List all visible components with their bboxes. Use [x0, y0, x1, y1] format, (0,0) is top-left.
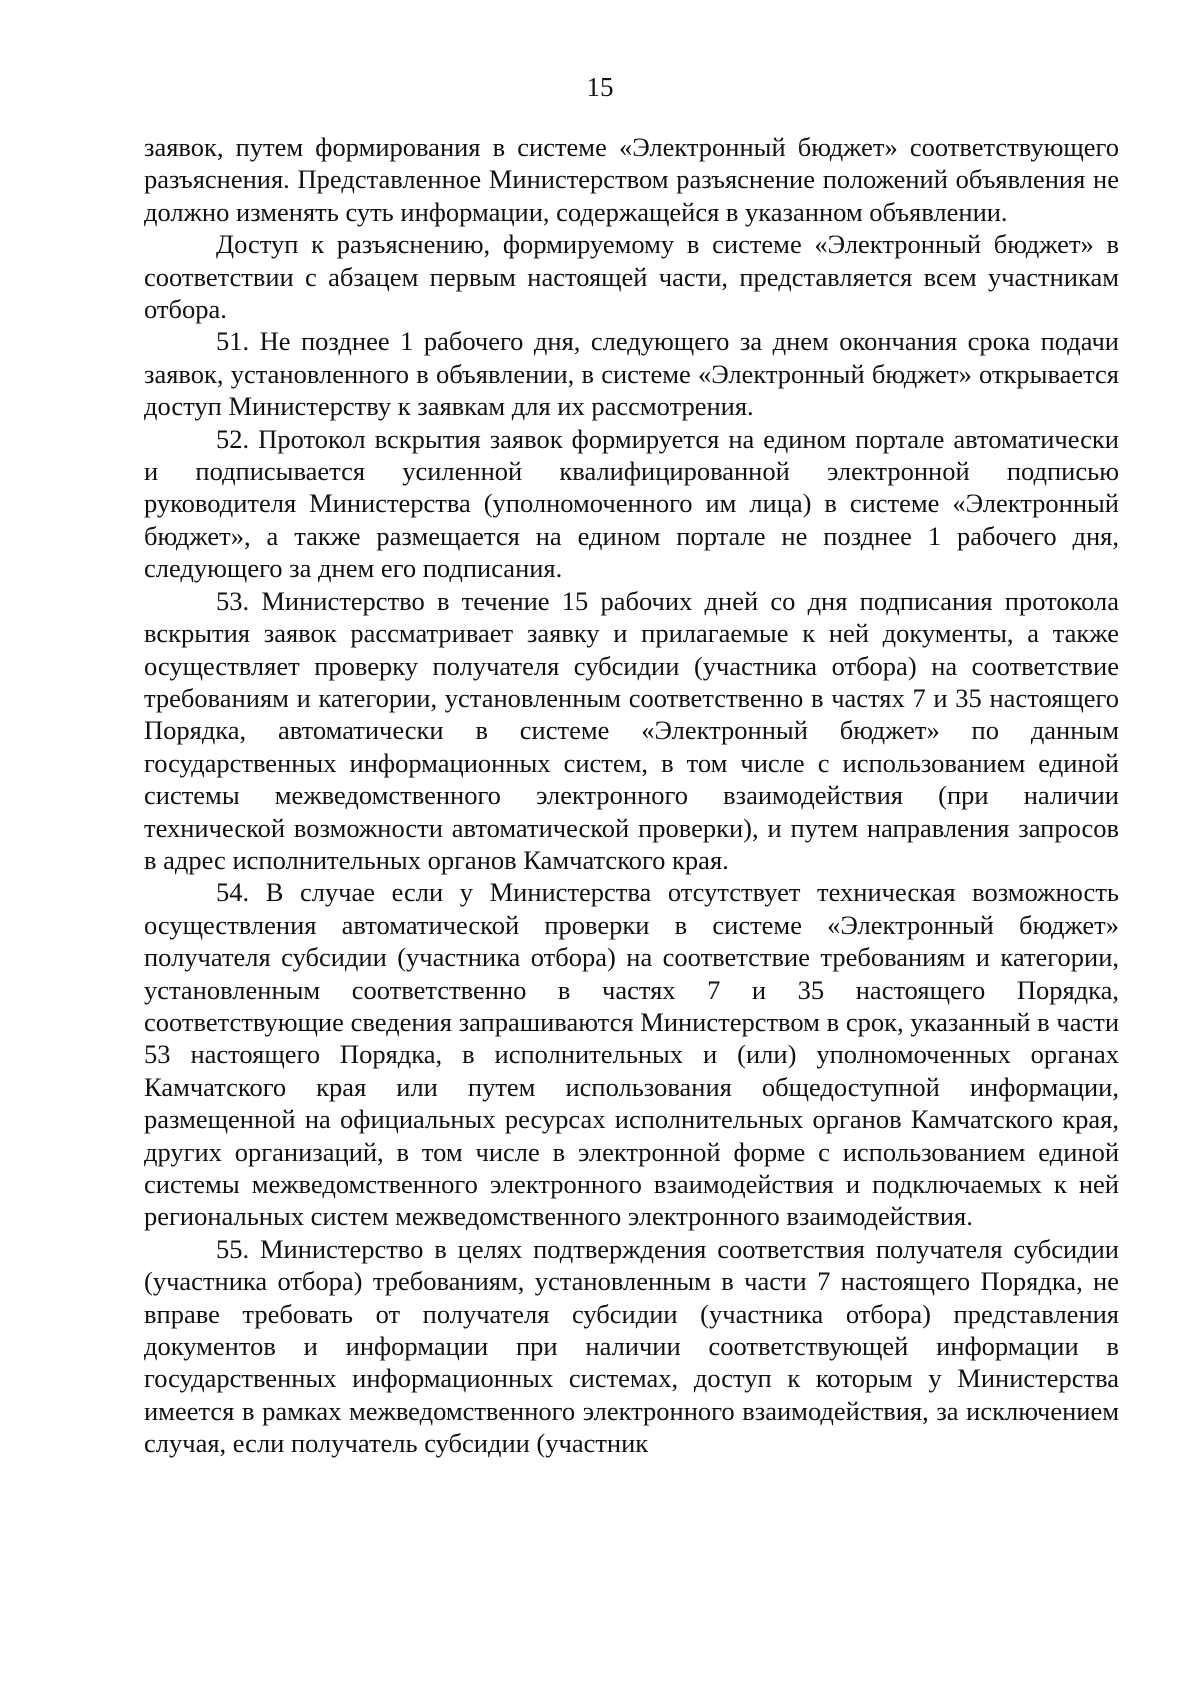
- paragraph-52: 52. Протокол вскрытия заявок формируется на едином портале автоматически и подписывается усиленной квалифицированной электронной подписью руководителя Министерства (уполномоченного им лица) в системе «Электронный бюджет», а также размещается на едином портале не позднее 1 рабочего дня, следующего за днем его подписания.: [144, 423, 1119, 584]
- document-body: [144, 131, 1119, 1460]
- paragraph-54: 54. В случае если у Министерства отсутствует техническая возможность осуществления автоматической проверки в системе «Электронный бюджет» получателя субсидии (участника отбора) на соответствие требованиям и категории, установленным соответственно в частях 7 и 35 настоящего Порядка, соответствующие сведения запрашиваются Министерством в срок, указанный в части 53 настоящего Порядка, в исполнительных и (или) уполномоченных органах Камчатского края или путем использования общедоступной информации, размещенной на официальных ресурсах исполнительных органов Камчатского края, других организаций, в том числе в электронной форме с использованием единой системы межведомственного электронного взаимодействия и подключаемых к ней региональных систем межведомственного электронного взаимодействия.: [144, 877, 1119, 1232]
- paragraph-clarification-access: Доступ к разъяснению, формируемому в системе «Электронный бюджет» в соответствии с абзацем первым настоящей части, представляется всем участникам отбора.: [144, 229, 1119, 325]
- paragraph-51: 51. Не позднее 1 рабочего дня, следующего за днем окончания срока подачи заявок, установленного в объявлении, в системе «Электронный бюджет» открывается доступ Министерству к заявкам для их рассмотрения.: [144, 326, 1119, 422]
- page-number: 15: [586, 72, 614, 102]
- paragraph-53: 53. Министерство в течение 15 рабочих дней со дня подписания протокола вскрытия заявок рассматривает заявку и прилагаемые к ней документы, а также осуществляет проверку получателя субсидии (участника отбора) на соответствие требованиям и категории, установленным соответственно в частях 7 и 35 настоящего Порядка, автоматически в системе «Электронный бюджет» по данным государственных информационных систем, в том числе с использованием единой системы межведомственного электронного взаимодействия (при наличии технической возможности автоматической проверки), и путем направления запросов в адрес исполнительных органов Камчатского края.: [144, 585, 1119, 875]
- paragraph-continuation: заявок, путем формирования в системе «Электронный бюджет» соответствующего разъяснения. Представленное Министерством разъяснение положений объявления не должно изменять суть информации, содержащейся в указанном объявлении.: [144, 132, 1119, 227]
- paragraph-55: 55. Министерство в целях подтверждения соответствия получателя субсидии (участника отбора) требованиям, установленным в части 7 настоящего Порядка, не вправе требовать от получателя субсидии (участника отбора) представления документов и информации при наличии соответствующей информации в государственных информационных системах, доступ к которым у Министерства имеется в рамках межведомственного электронного взаимодействия, за исключением случая, если получатель субсидии (участник: [144, 1233, 1119, 1459]
